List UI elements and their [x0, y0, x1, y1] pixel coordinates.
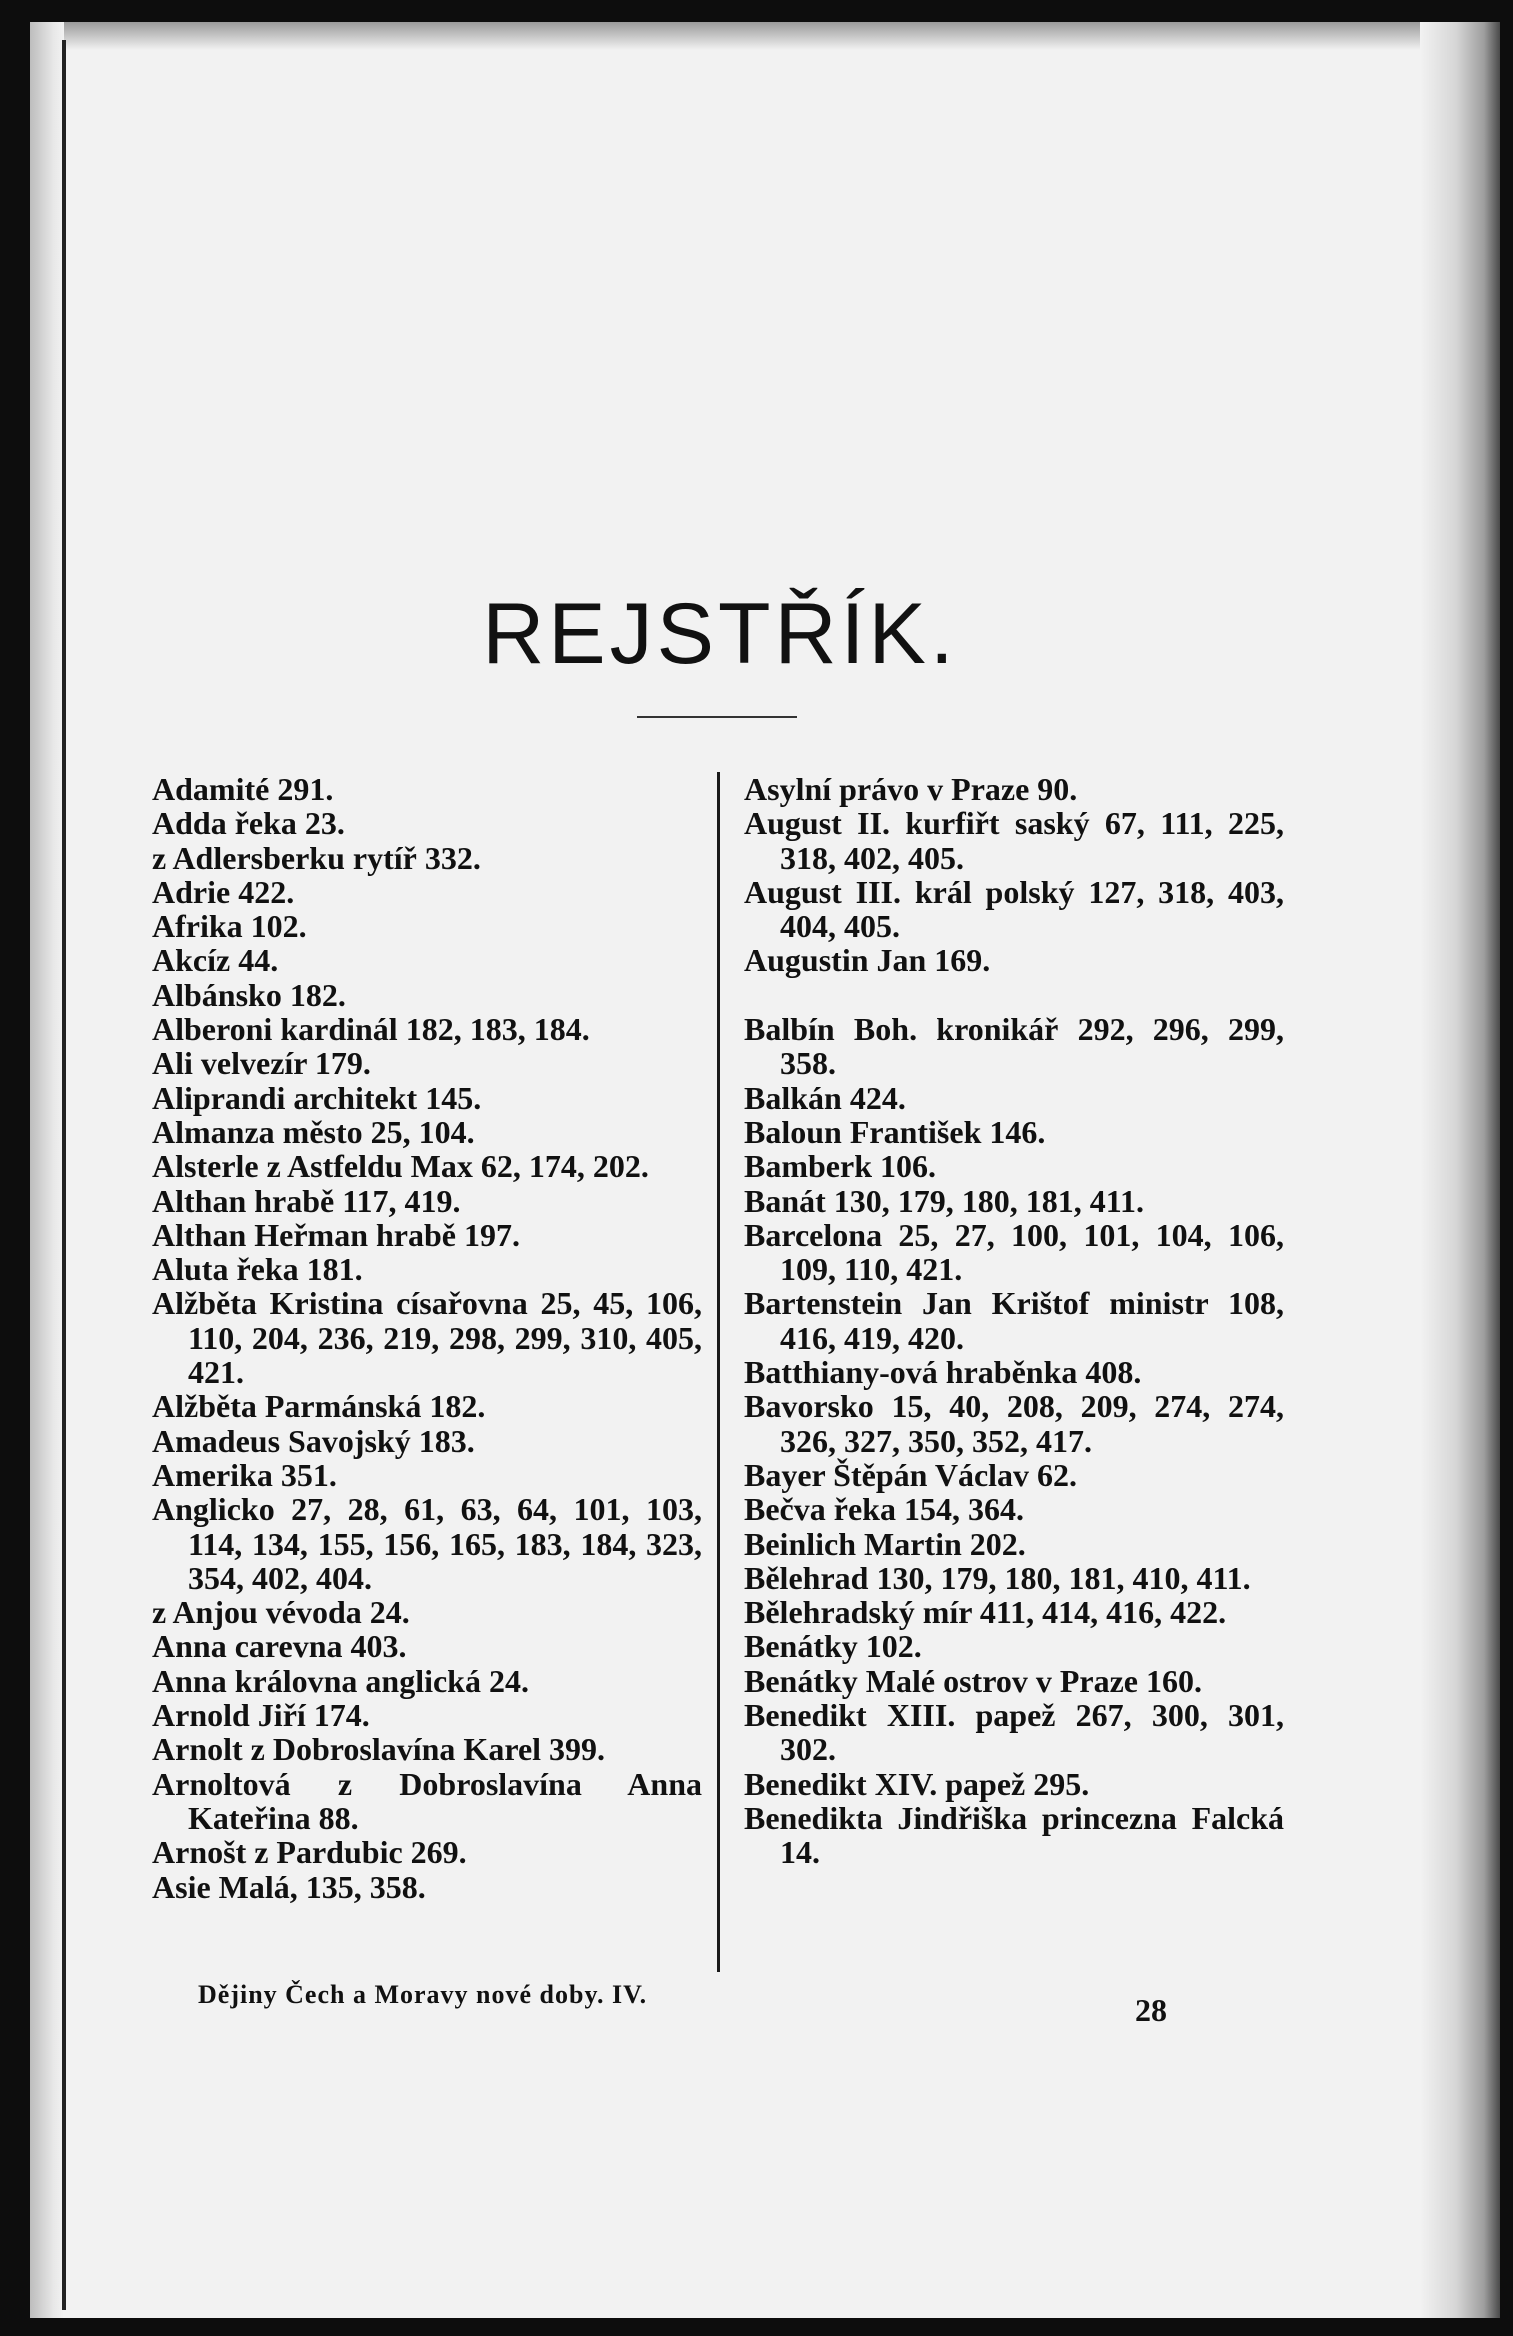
index-entry: Althan Heřman hrabě 197. [152, 1216, 520, 1253]
column-divider [717, 772, 720, 1972]
index-column-left [152, 772, 702, 1904]
index-entry: Bělehrad 130, 179, 180, 181, 410, 411. [744, 1559, 1251, 1596]
title-rule [637, 716, 797, 718]
index-entry: Beinlich Martin 202. [744, 1525, 1026, 1562]
index-entry: Batthiany-ová hraběnka 408. [744, 1354, 1142, 1391]
index-entry: Banát 130, 179, 180, 181, 411. [744, 1182, 1145, 1219]
page-right-fold [1420, 22, 1500, 2318]
page-left-edge [30, 22, 64, 2318]
index-entry: Bavorsko 15, 40, 208, 209, 274, 274, 326, 327, 350, 352, 417. [744, 1388, 1284, 1459]
index-entry: Balkán 424. [744, 1079, 906, 1116]
index-entry: Alberoni kardinál 182, 183, 184. [152, 1011, 590, 1048]
index-entry: Amadeus Savojský 183. [152, 1422, 475, 1459]
index-entry: Bělehradský mír 411, 414, 416, 422. [744, 1594, 1227, 1631]
index-entry: Asylní právo v Praze 90. [744, 771, 1078, 807]
page-title: REJSTŘÍK. [482, 586, 958, 682]
index-entry: Almanza město 25, 104. [152, 1113, 475, 1150]
index-entry: Anna carevna 403. [152, 1628, 407, 1665]
index-entry: Anglicko 27, 28, 61, 63, 64, 101, 103, 114, 134, 155, 156, 165, 183, 184, 323, 354, 402, 404. [152, 1491, 702, 1596]
index-entry: Benátky 102. [744, 1628, 922, 1665]
index-entry: Althan hrabě 117, 419. [152, 1182, 461, 1219]
index-entry: Asie Malá, 135, 358. [152, 1868, 426, 1905]
index-entry: Balbín Boh. kronikář 292, 296, 299, 358. [744, 1011, 1284, 1082]
index-entry: Arnolt z Dobroslavína Karel 399. [152, 1731, 606, 1768]
index-entry: Benedikt XIII. papež 267, 300, 301, 302. [744, 1697, 1284, 1768]
index-entry: Adamité 291. [152, 771, 334, 807]
index-entry: Adda řeka 23. [152, 805, 345, 842]
index-entry: Afrika 102. [152, 908, 307, 945]
index-entry: Amerika 351. [152, 1456, 337, 1493]
index-entry: Arnold Jiří 174. [152, 1697, 370, 1734]
index-entry: z Anjou vévoda 24. [152, 1594, 410, 1631]
index-column-right [744, 772, 1284, 1870]
index-entry: Benedikt XIV. papež 295. [744, 1765, 1090, 1802]
index-group-b [744, 1012, 1284, 1869]
index-entry: Benátky Malé ostrov v Praze 160. [744, 1662, 1202, 1699]
index-entry: Aliprandi architekt 145. [152, 1079, 482, 1116]
page-top-shadow [30, 22, 1465, 50]
index-group-a [744, 772, 1284, 978]
index-entry: Bartenstein Jan Krištof ministr 108, 416, 419, 420. [744, 1285, 1284, 1356]
index-entry: Bečva řeka 154, 364. [744, 1491, 1024, 1528]
index-entry: August III. král polský 127, 318, 403, 404, 405. [744, 873, 1284, 945]
index-entry: Arnošt z Pardubic 269. [152, 1834, 467, 1871]
index-entry: Alsterle z Astfeldu Max 62, 174, 202. [152, 1148, 649, 1185]
index-entry: z Adlersberku rytíř 332. [152, 839, 481, 876]
index-entry: Alžběta Parmánská 182. [152, 1388, 486, 1425]
index-entry: Benedikta Jindřiška princezna Falcká 14. [744, 1799, 1284, 1871]
footer-signature: Dějiny Čech a Moravy nové doby. IV. [198, 1980, 648, 2009]
page-number: 28 [1135, 1992, 1167, 2028]
index-entry: Albánsko 182. [152, 976, 346, 1013]
spine-line [62, 40, 66, 2310]
index-entry: Akcíz 44. [152, 942, 279, 979]
index-entry: Bayer Štěpán Václav 62. [744, 1456, 1078, 1493]
index-entry: Ali velvezír 179. [152, 1045, 371, 1082]
index-entry: August II. kurfiřt saský 67, 111, 225, 318, 402, 405. [744, 805, 1284, 876]
index-entry: Augustin Jan 169. [744, 942, 991, 979]
index-entry: Aluta řeka 181. [152, 1251, 363, 1288]
group-spacer [744, 978, 1284, 1012]
index-entry: Alžběta Kristina císařovna 25, 45, 106, 110, 204, 236, 219, 298, 299, 310, 405, 421. [152, 1285, 702, 1391]
index-entry: Barcelona 25, 27, 100, 101, 104, 106, 109, 110, 421. [744, 1216, 1284, 1288]
index-entry: Bamberk 106. [744, 1148, 936, 1185]
index-entry: Arnoltová z Dobroslavína Anna Kateřina 88. [152, 1765, 702, 1836]
index-entry: Adrie 422. [152, 873, 295, 910]
index-entry: Anna královna anglická 24. [152, 1662, 529, 1699]
index-entry: Baloun František 146. [744, 1113, 1046, 1150]
